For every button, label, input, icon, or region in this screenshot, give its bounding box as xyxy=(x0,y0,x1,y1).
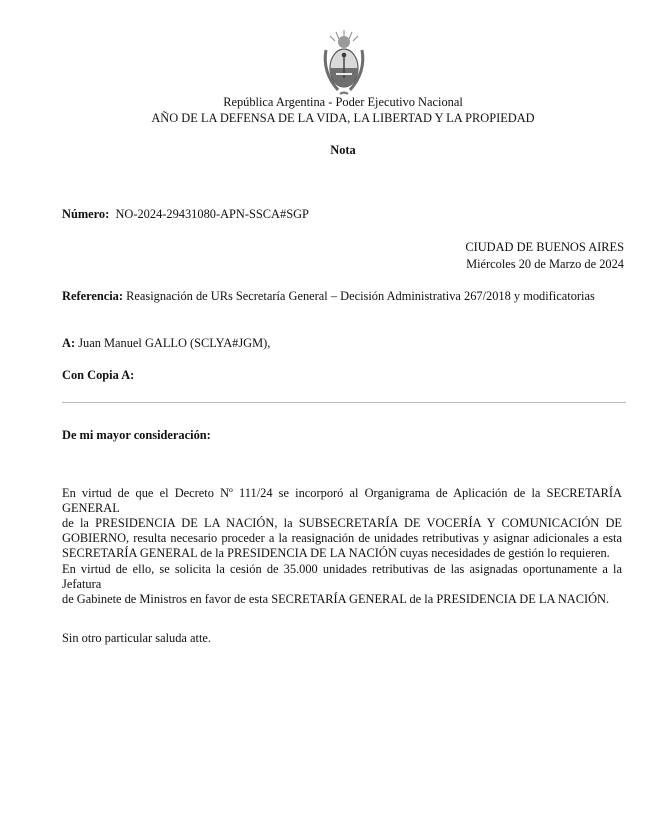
greeting-text: De mi mayor consideración: xyxy=(62,428,211,442)
document-type-title: Nota xyxy=(330,143,356,157)
place: CIUDAD DE BUENOS AIRES xyxy=(465,240,624,254)
header-line-government: República Argentina - Poder Ejecutivo Nacional xyxy=(223,95,463,109)
greeting xyxy=(62,428,211,443)
header-line-year-motto: AÑO DE LA DEFENSA DE LA VIDA, LA LIBERTAD Y LA PROPIEDAD xyxy=(151,111,535,125)
body-paragraph-1 xyxy=(62,486,622,561)
referencia-value: Reasignación de URs Secretaría General – Decisión Administrativa 267/2018 y modificatorias xyxy=(126,289,595,303)
copy-label: Con Copia A: xyxy=(62,368,135,382)
closing-text: Sin otro particular saluda atte. xyxy=(62,631,211,645)
body-paragraph-2 xyxy=(62,562,622,607)
numero-label: Número: xyxy=(62,207,110,221)
referencia-row xyxy=(62,289,595,304)
paragraph-line: de Gabinete de Ministros en favor de esta SECRETARÍA GENERAL de la PRESIDENCIA DE LA NACIÓN. xyxy=(62,592,610,606)
numero-row xyxy=(62,207,309,222)
separator-line xyxy=(62,402,626,403)
numero-value: NO-2024-29431080-APN-SSCA#SGP xyxy=(115,207,309,221)
national-coat-of-arms-icon xyxy=(320,28,368,96)
paragraph-line: de la PRESIDENCIA DE LA NACIÓN, la SUBSECRETARÍA DE VOCERÍA Y COMUNICACIÓN DE xyxy=(62,516,622,530)
paragraph-line: SECRETARÍA GENERAL de la PRESIDENCIA DE LA NACIÓN cuyas necesidades de gestión lo requieren. xyxy=(62,546,610,560)
date: Miércoles 20 de Marzo de 2024 xyxy=(466,257,624,271)
recipient-row xyxy=(62,336,270,351)
copy-row xyxy=(62,368,134,383)
paragraph-line: GOBIERNO, resulta necesario proceder a la reasignación de unidades retributivas y asignar adicionales a esta xyxy=(62,531,622,545)
recipient-value: Juan Manuel GALLO (SCLYA#JGM), xyxy=(78,336,271,350)
paragraph-line: En virtud de que el Decreto Nº 111/24 se incorporó al Organigrama de Aplicación de la SECRETARÍA GENERAL xyxy=(62,486,622,515)
paragraph-line: En virtud de ello, se solicita la cesión de 35.000 unidades retributivas de las asignadas oportunamente a la Jefatura xyxy=(62,562,622,591)
recipient-label: A: xyxy=(62,336,76,350)
referencia-label: Referencia: xyxy=(62,289,124,303)
